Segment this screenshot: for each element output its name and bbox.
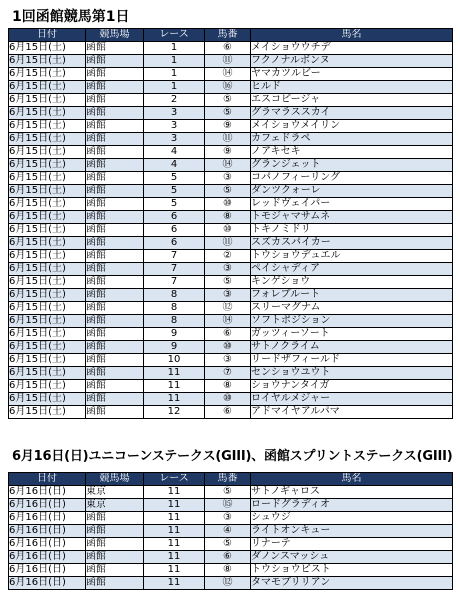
cell-num: ⑦ [205, 367, 251, 380]
cell-venue: 函館 [86, 172, 144, 185]
cell-horse: エスコピージャ [251, 94, 453, 107]
cell-date: 6月15日(土) [9, 393, 86, 406]
cell-race-no: 11 [144, 512, 205, 525]
cell-race-no: 8 [144, 302, 205, 315]
cell-num: ③ [205, 172, 251, 185]
cell-horse: ガッツィーソート [251, 328, 453, 341]
cell-race-no: 2 [144, 94, 205, 107]
cell-venue: 函館 [86, 94, 144, 107]
header-horse-name: 馬名 [251, 29, 453, 42]
cell-num: ③ [205, 354, 251, 367]
cell-date: 6月16日(日) [9, 486, 86, 499]
cell-race-no: 1 [144, 55, 205, 68]
cell-num: ⑥ [205, 551, 251, 564]
cell-horse: レッドヴェイパー [251, 198, 453, 211]
cell-date: 6月15日(土) [9, 354, 86, 367]
cell-venue: 函館 [86, 354, 144, 367]
cell-num: ⑭ [205, 159, 251, 172]
cell-horse: ロードグラディオ [251, 499, 453, 512]
cell-num: ⑧ [205, 380, 251, 393]
table-row [9, 94, 453, 107]
cell-horse: ダンツクォーレ [251, 185, 453, 198]
cell-race-no: 5 [144, 172, 205, 185]
table-row [9, 107, 453, 120]
header-number: 馬番 [205, 473, 251, 486]
cell-race-no: 9 [144, 341, 205, 354]
race-table-day1 [8, 28, 453, 419]
cell-race-no: 4 [144, 146, 205, 159]
cell-date: 6月15日(土) [9, 68, 86, 81]
table-row [9, 499, 453, 512]
cell-venue: 函館 [86, 263, 144, 276]
cell-date: 6月15日(土) [9, 276, 86, 289]
cell-horse: トウショウピスト [251, 564, 453, 577]
cell-horse: ソフトポジション [251, 315, 453, 328]
cell-horse: メイショウメイリン [251, 120, 453, 133]
cell-horse: サトノギャロス [251, 486, 453, 499]
cell-venue: 函館 [86, 198, 144, 211]
cell-horse: ヤマカツルビー [251, 68, 453, 81]
cell-venue: 函館 [86, 133, 144, 146]
cell-num: ⑯ [205, 81, 251, 94]
cell-num: ③ [205, 289, 251, 302]
cell-num: ⑮ [205, 499, 251, 512]
cell-venue: 函館 [86, 68, 144, 81]
cell-date: 6月15日(土) [9, 81, 86, 94]
header-race: レース [144, 29, 205, 42]
table-row [9, 341, 453, 354]
cell-venue: 函館 [86, 525, 144, 538]
cell-date: 6月16日(日) [9, 499, 86, 512]
table-header-row [9, 29, 453, 42]
table-row [9, 564, 453, 577]
table-row [9, 538, 453, 551]
cell-date: 6月15日(土) [9, 263, 86, 276]
table-row [9, 120, 453, 133]
cell-race-no: 11 [144, 499, 205, 512]
cell-num: ⑪ [205, 55, 251, 68]
cell-venue: 函館 [86, 237, 144, 250]
cell-race-no: 11 [144, 538, 205, 551]
cell-horse: ダノンスマッシュ [251, 551, 453, 564]
cell-date: 6月15日(土) [9, 133, 86, 146]
cell-race-no: 11 [144, 577, 205, 590]
cell-race-no: 11 [144, 486, 205, 499]
cell-date: 6月16日(日) [9, 512, 86, 525]
header-number: 馬番 [205, 29, 251, 42]
cell-horse: フォレブルート [251, 289, 453, 302]
cell-venue: 函館 [86, 250, 144, 263]
table-row [9, 224, 453, 237]
cell-num: ⑩ [205, 393, 251, 406]
cell-horse: センショウユウト [251, 367, 453, 380]
cell-date: 6月16日(日) [9, 525, 86, 538]
header-horse-name: 馬名 [251, 473, 453, 486]
cell-num: ⑤ [205, 486, 251, 499]
table-row [9, 380, 453, 393]
cell-venue: 東京 [86, 499, 144, 512]
cell-num: ⑤ [205, 94, 251, 107]
cell-horse: グラマラススカイ [251, 107, 453, 120]
cell-race-no: 4 [144, 159, 205, 172]
cell-race-no: 11 [144, 367, 205, 380]
cell-date: 6月16日(日) [9, 564, 86, 577]
cell-venue: 函館 [86, 512, 144, 525]
cell-num: ⑪ [205, 237, 251, 250]
cell-date: 6月15日(土) [9, 328, 86, 341]
cell-race-no: 8 [144, 315, 205, 328]
cell-num: ⑨ [205, 146, 251, 159]
cell-num: ⑫ [205, 302, 251, 315]
table-row [9, 237, 453, 250]
header-date: 日付 [9, 29, 86, 42]
cell-num: ⑨ [205, 120, 251, 133]
cell-horse: フクノナルボンヌ [251, 55, 453, 68]
cell-venue: 函館 [86, 211, 144, 224]
cell-num: ③ [205, 512, 251, 525]
cell-date: 6月15日(土) [9, 55, 86, 68]
cell-race-no: 1 [144, 42, 205, 55]
table-row [9, 263, 453, 276]
table-row [9, 577, 453, 590]
cell-num: ⑥ [205, 406, 251, 419]
cell-venue: 函館 [86, 159, 144, 172]
cell-race-no: 3 [144, 107, 205, 120]
cell-venue: 函館 [86, 81, 144, 94]
cell-num: ⑩ [205, 198, 251, 211]
cell-horse: ノアキセキ [251, 146, 453, 159]
cell-horse: シュウジ [251, 512, 453, 525]
cell-date: 6月15日(土) [9, 185, 86, 198]
cell-date: 6月15日(土) [9, 120, 86, 133]
cell-race-no: 1 [144, 68, 205, 81]
cell-race-no: 11 [144, 380, 205, 393]
cell-venue: 函館 [86, 120, 144, 133]
cell-date: 6月15日(土) [9, 341, 86, 354]
cell-num: ⑤ [205, 185, 251, 198]
cell-horse: トモジャマサムネ [251, 211, 453, 224]
header-venue: 競馬場 [86, 29, 144, 42]
cell-date: 6月15日(土) [9, 94, 86, 107]
cell-num: ⑥ [205, 42, 251, 55]
cell-venue: 函館 [86, 107, 144, 120]
cell-venue: 函館 [86, 315, 144, 328]
cell-num: ② [205, 250, 251, 263]
cell-date: 6月15日(土) [9, 146, 86, 159]
cell-num: ⑥ [205, 328, 251, 341]
table-row [9, 512, 453, 525]
cell-date: 6月16日(日) [9, 577, 86, 590]
cell-horse: ショウナンタイガ [251, 380, 453, 393]
cell-race-no: 11 [144, 525, 205, 538]
cell-num: ⑤ [205, 276, 251, 289]
cell-num: ⑩ [205, 224, 251, 237]
table-row [9, 198, 453, 211]
cell-venue: 函館 [86, 367, 144, 380]
cell-horse: ライトオンキュー [251, 525, 453, 538]
cell-horse: ロイヤルメジャー [251, 393, 453, 406]
table-row [9, 367, 453, 380]
cell-race-no: 6 [144, 224, 205, 237]
cell-race-no: 3 [144, 120, 205, 133]
cell-venue: 函館 [86, 577, 144, 590]
cell-race-no: 7 [144, 276, 205, 289]
cell-num: ⑧ [205, 564, 251, 577]
cell-num: ⑭ [205, 315, 251, 328]
cell-venue: 函館 [86, 380, 144, 393]
cell-date: 6月16日(日) [9, 538, 86, 551]
cell-horse: リードザフィールド [251, 354, 453, 367]
table-row [9, 525, 453, 538]
cell-num: ⑩ [205, 341, 251, 354]
table-row [9, 302, 453, 315]
cell-race-no: 1 [144, 81, 205, 94]
table-row [9, 406, 453, 419]
cell-race-no: 5 [144, 185, 205, 198]
cell-venue: 函館 [86, 55, 144, 68]
cell-horse: サトノクライム [251, 341, 453, 354]
table-row [9, 211, 453, 224]
cell-date: 6月15日(土) [9, 172, 86, 185]
cell-num: ③ [205, 263, 251, 276]
cell-race-no: 6 [144, 237, 205, 250]
cell-race-no: 9 [144, 328, 205, 341]
cell-venue: 函館 [86, 224, 144, 237]
cell-horse: スズカスパイカー [251, 237, 453, 250]
cell-date: 6月15日(土) [9, 380, 86, 393]
cell-venue: 函館 [86, 276, 144, 289]
cell-num: ⑫ [205, 577, 251, 590]
table-row [9, 289, 453, 302]
cell-venue: 東京 [86, 486, 144, 499]
cell-venue: 函館 [86, 406, 144, 419]
cell-date: 6月15日(土) [9, 250, 86, 263]
cell-date: 6月15日(土) [9, 224, 86, 237]
cell-date: 6月15日(土) [9, 289, 86, 302]
table-row [9, 133, 453, 146]
cell-venue: 函館 [86, 289, 144, 302]
table-header-row [9, 473, 453, 486]
table-row [9, 250, 453, 263]
table-row [9, 55, 453, 68]
table-row [9, 81, 453, 94]
cell-horse: カフェドラペ [251, 133, 453, 146]
race-table-day2 [8, 472, 453, 590]
cell-race-no: 8 [144, 289, 205, 302]
cell-race-no: 10 [144, 354, 205, 367]
table-row [9, 354, 453, 367]
cell-venue: 函館 [86, 42, 144, 55]
table-row [9, 315, 453, 328]
table-row [9, 393, 453, 406]
table-row [9, 486, 453, 499]
section-2-title: 6月16日(日)ユニコーンステークス(GIII)、函館スプリントステークス(GIII) [12, 449, 453, 464]
cell-date: 6月15日(土) [9, 367, 86, 380]
cell-horse: メイショウウチデ [251, 42, 453, 55]
cell-race-no: 11 [144, 564, 205, 577]
table-row [9, 68, 453, 81]
table-row [9, 146, 453, 159]
table-row [9, 159, 453, 172]
cell-date: 6月15日(土) [9, 302, 86, 315]
cell-date: 6月15日(土) [9, 42, 86, 55]
cell-date: 6月15日(土) [9, 211, 86, 224]
cell-venue: 函館 [86, 564, 144, 577]
header-race: レース [144, 473, 205, 486]
cell-venue: 函館 [86, 146, 144, 159]
section-1-title: 1回函館競馬第1日 [12, 9, 130, 25]
cell-venue: 函館 [86, 538, 144, 551]
cell-race-no: 3 [144, 133, 205, 146]
cell-date: 6月15日(土) [9, 107, 86, 120]
cell-venue: 函館 [86, 185, 144, 198]
cell-race-no: 5 [144, 198, 205, 211]
header-date: 日付 [9, 473, 86, 486]
cell-venue: 函館 [86, 328, 144, 341]
cell-race-no: 11 [144, 393, 205, 406]
cell-date: 6月15日(土) [9, 198, 86, 211]
cell-horse: キンゲショウ [251, 276, 453, 289]
cell-race-no: 11 [144, 551, 205, 564]
cell-date: 6月15日(土) [9, 159, 86, 172]
cell-horse: グランジェット [251, 159, 453, 172]
table-row [9, 276, 453, 289]
cell-date: 6月15日(土) [9, 406, 86, 419]
cell-horse: スリーマグナム [251, 302, 453, 315]
cell-race-no: 7 [144, 250, 205, 263]
cell-horse: コパノフィーリング [251, 172, 453, 185]
header-venue: 競馬場 [86, 473, 144, 486]
cell-horse: アドマイヤアルパマ [251, 406, 453, 419]
cell-race-no: 7 [144, 263, 205, 276]
cell-num: ⑭ [205, 68, 251, 81]
cell-horse: リナーテ [251, 538, 453, 551]
table-row [9, 172, 453, 185]
cell-num: ④ [205, 525, 251, 538]
cell-horse: トウショウデュエル [251, 250, 453, 263]
cell-date: 6月15日(土) [9, 315, 86, 328]
cell-num: ⑧ [205, 211, 251, 224]
cell-race-no: 12 [144, 406, 205, 419]
table-row [9, 185, 453, 198]
cell-horse: ペイシャディア [251, 263, 453, 276]
cell-num: ⑤ [205, 538, 251, 551]
cell-date: 6月16日(日) [9, 551, 86, 564]
cell-venue: 函館 [86, 302, 144, 315]
cell-horse: タマモブリリアン [251, 577, 453, 590]
cell-venue: 函館 [86, 551, 144, 564]
cell-horse: トキノミドリ [251, 224, 453, 237]
cell-venue: 函館 [86, 393, 144, 406]
table-row [9, 551, 453, 564]
cell-num: ⑤ [205, 107, 251, 120]
cell-venue: 函館 [86, 341, 144, 354]
table-row [9, 328, 453, 341]
cell-race-no: 6 [144, 211, 205, 224]
cell-horse: ヒルド [251, 81, 453, 94]
table-row [9, 42, 453, 55]
cell-date: 6月15日(土) [9, 237, 86, 250]
cell-num: ⑪ [205, 133, 251, 146]
